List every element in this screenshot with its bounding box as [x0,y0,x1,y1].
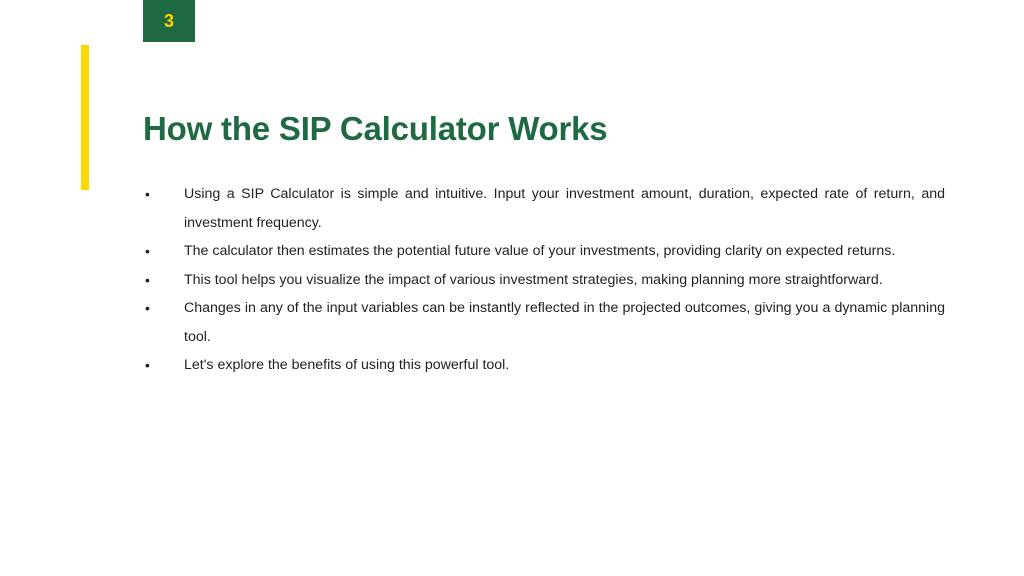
bullet-text: Using a SIP Calculator is simple and intuitive. Input your investment amount, duration, expected rate of return, and investment frequency. [184,186,945,231]
bullet-icon: • [145,243,150,259]
slide-title: How the SIP Calculator Works [143,110,608,147]
bullet-item [143,266,945,295]
bullet-text: Changes in any of the input variables can be instantly reflected in the projected outcomes, giving you a dynamic planning tool. [184,300,945,345]
bullet-list [143,180,945,380]
bullet-item [143,351,945,380]
accent-bar [81,45,89,190]
bullet-icon: • [145,357,150,373]
bullet-item [143,180,945,237]
bullet-text: This tool helps you visualize the impact of various investment strategies, making planning more straightforward. [184,271,883,288]
bullet-text: Let's explore the benefits of using this powerful tool. [184,357,510,373]
page-number: 3 [163,10,174,31]
bullet-icon: • [145,186,150,202]
bullet-item [143,237,945,266]
page-number-badge [143,0,195,42]
bullet-item [143,294,945,351]
bullet-icon: • [145,300,150,316]
bullet-icon: • [145,271,150,288]
bullet-text: The calculator then estimates the potential future value of your investments, providing clarity on expected returns. [184,243,896,259]
